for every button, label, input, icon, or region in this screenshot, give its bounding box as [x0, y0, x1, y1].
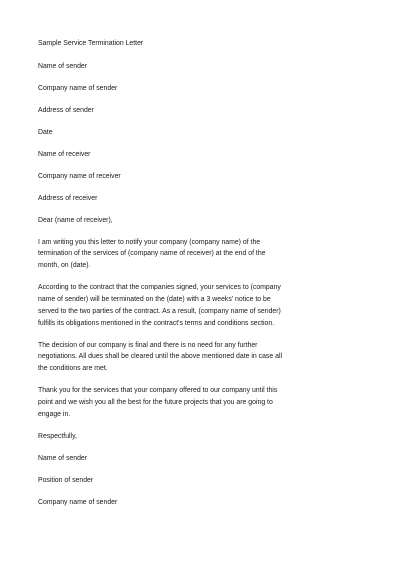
- paragraph-line: point and we wish you all the best for the future projects that you are going to: [38, 399, 273, 406]
- sender-name: Name of sender: [38, 62, 88, 70]
- paragraph-4: [38, 385, 338, 420]
- sender-address: Address of sender: [38, 106, 94, 114]
- letter-date: Date: [38, 128, 53, 136]
- paragraph-line: month, on (date).: [38, 262, 91, 270]
- paragraph-line: engage in.: [38, 410, 71, 418]
- closing: Respectfully,: [38, 432, 77, 440]
- paragraph-1: [38, 237, 338, 272]
- receiver-address: Address of receiver: [38, 194, 98, 202]
- paragraph-line: the conditions are met.: [38, 365, 108, 373]
- paragraph-3: [38, 340, 338, 375]
- paragraph-line: The decision of our company is final and there is no need for any further: [38, 341, 258, 349]
- receiver-company: Company name of receiver: [38, 172, 121, 180]
- signature-name: Name of sender: [38, 454, 88, 462]
- paragraph-line: I am writing you this letter to notify your company (company name) of the: [38, 238, 261, 246]
- paragraph-line: termination of the services of (company name of receiver) at the end of the: [38, 250, 266, 258]
- paragraph-2: [38, 282, 338, 329]
- letter-body: [38, 38, 338, 519]
- paragraph-line: negotiations. All dues shall be cleared until the above mentioned date in case all: [38, 353, 283, 361]
- letter-title: Sample Service Termination Letter: [38, 40, 144, 47]
- paragraph-line: fulfills its obligations mentioned in the contract's terms and conditions section.: [38, 319, 275, 327]
- paragraph-line: name of sender) will be terminated on the (date) with a 3 weeks' notice to be: [38, 296, 271, 304]
- paragraph-line: According to the contract that the companies signed, your services to (company: [38, 284, 281, 292]
- paragraph-line: served to the two parties of the contract. As a result, (company name of sender): [38, 307, 281, 315]
- sender-company: Company name of sender: [38, 84, 118, 92]
- signature-company: Company name of sender: [38, 498, 118, 506]
- receiver-name: Name of receiver: [38, 150, 91, 158]
- signature-position: Position of sender: [38, 476, 94, 484]
- paragraph-line: Thank you for the services that your company offered to our company until this: [38, 387, 278, 395]
- salutation: Dear (name of receiver),: [38, 216, 113, 224]
